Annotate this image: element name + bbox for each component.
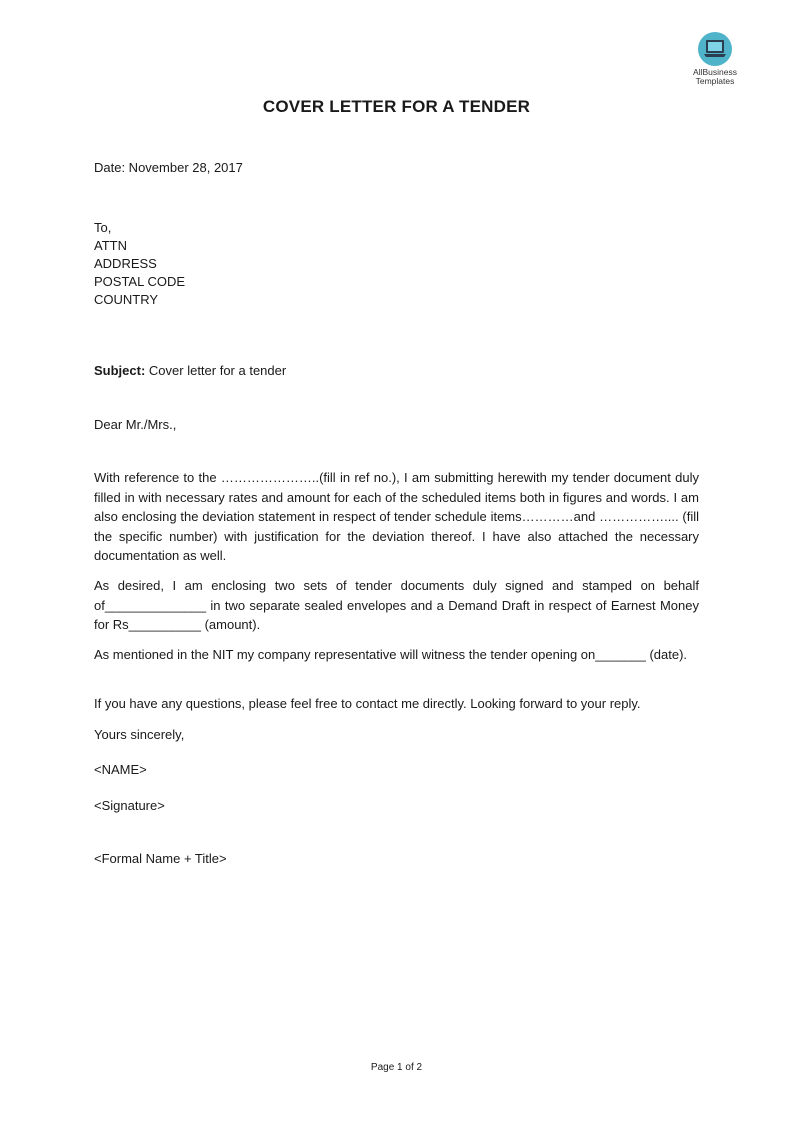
address-attn: ATTN — [94, 238, 127, 253]
salutation: Dear Mr./Mrs., — [94, 417, 177, 432]
date-line: Date: November 28, 2017 — [94, 160, 243, 175]
address-country: COUNTRY — [94, 292, 159, 307]
paragraph-4: If you have any questions, please feel free to contact me directly. Looking forward to your reply. — [94, 696, 641, 711]
name-placeholder: <NAME> — [94, 762, 147, 777]
subject-line — [94, 362, 286, 380]
logo-line-2: Templates — [695, 76, 735, 86]
address-line: ADDRESS — [94, 256, 157, 271]
paragraph-2: As desired, I am enclosing two sets of tender documents duly signed and stamped on behalf of______________ in two separate sealed envelopes and a Demand Draft in respect of Earnest Money for Rs__________ (amount). — [94, 578, 699, 632]
subject-text: Cover letter for a tender — [145, 363, 287, 378]
laptop-icon — [698, 32, 732, 66]
paragraph-1: With reference to the …………………..(fill in ref no.), I am submitting herewith my tender document duly filled in with necessary rates and amount for each of the scheduled items both in figures and words. I am also enclosing the deviation statement in respect of tender schedule items…………and …………….... (fill the specific number) with justification for the deviation thereof. I have also attached the necessary documentation as well. — [94, 470, 699, 563]
signature-placeholder: <Signature> — [94, 798, 165, 813]
paragraph-3: As mentioned in the NIT my company representative will witness the tender opening on_______ (date). — [94, 647, 688, 662]
closing: Yours sincerely, — [94, 727, 185, 742]
document-title: COVER LETTER FOR A TENDER — [262, 97, 531, 116]
address-postal-code: POSTAL CODE — [94, 274, 186, 289]
brand-logo — [683, 32, 747, 86]
logo-line-1: AllBusiness — [693, 67, 737, 77]
address-to: To, — [94, 220, 112, 235]
logo-text — [683, 68, 747, 86]
subject-label: Subject: — [94, 363, 146, 378]
page-footer: Page 1 of 2 — [370, 1062, 423, 1073]
formal-name-placeholder: <Formal Name + Title> — [94, 851, 227, 866]
